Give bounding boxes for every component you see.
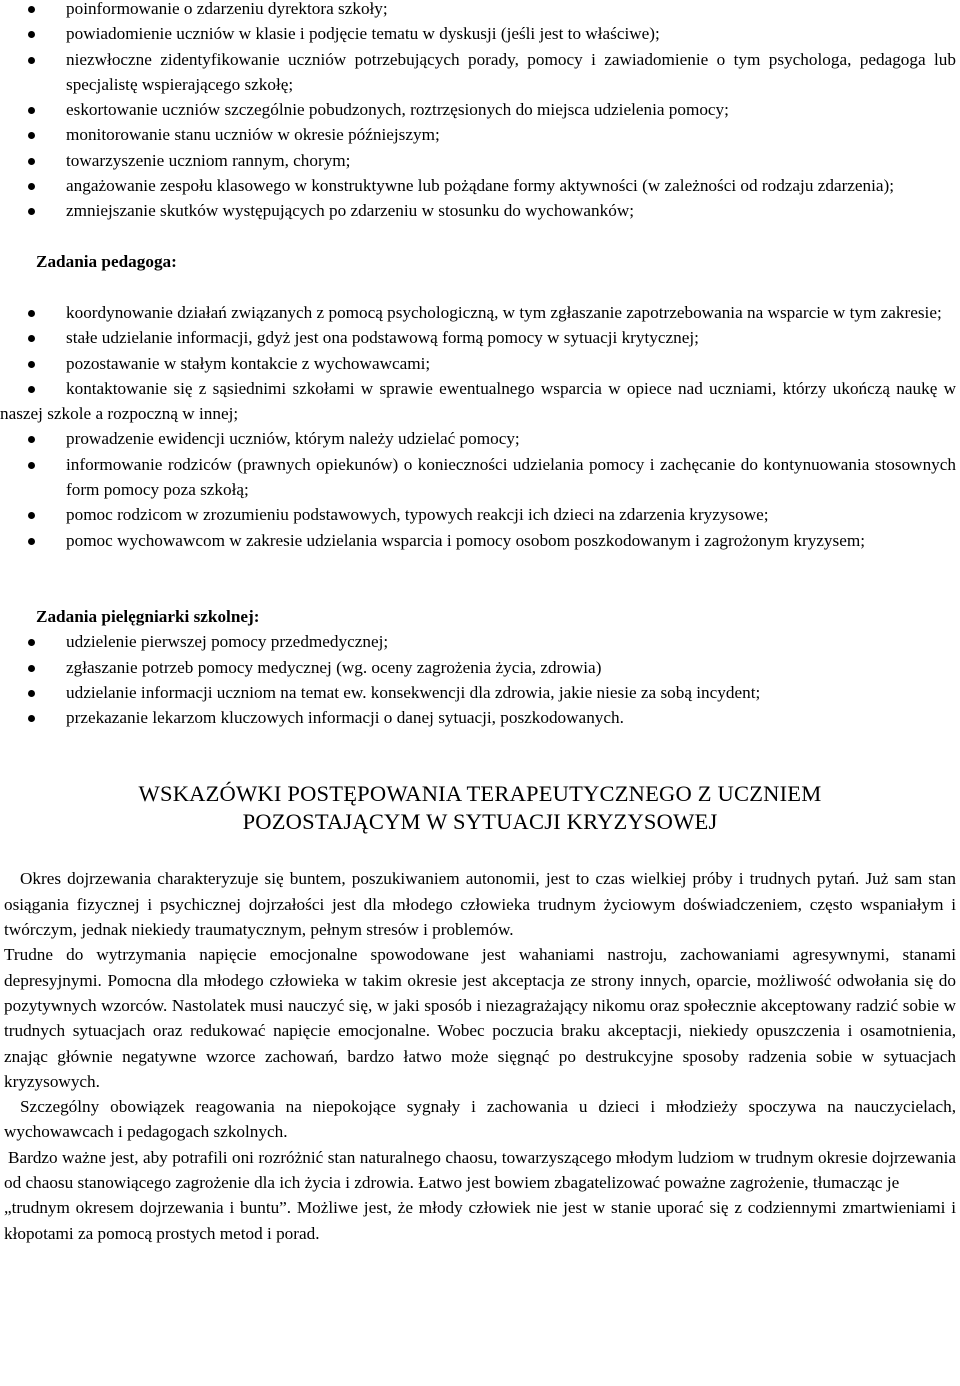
list-item-text: poinformowanie o zdarzeniu dyrektora szkoły;: [66, 0, 388, 18]
list-item: [0, 325, 960, 350]
list-item-text: niezwłoczne zidentyfikowanie uczniów potrzebujących porady, pomocy i zawiadomienie o tym psychologa, pedagoga lub specjalistę wspierającego szkołę;: [66, 49, 956, 94]
bullet-icon: [28, 208, 35, 215]
list-item: [0, 21, 960, 46]
pedagog-task-list: [0, 300, 960, 553]
list-item-text: angażowanie zespołu klasowego w konstruktywne lub pożądane formy aktywności (w zależności od rodzaju zdarzenia);: [66, 176, 895, 196]
bullet-icon: [28, 31, 35, 38]
list-item-text: udzielanie informacji uczniom na temat ew. konsekwencji dla zdrowia, jakie niesie za sobą incydent;: [66, 682, 761, 702]
paragraph: Okres dojrzewania charakteryzuje się buntem, poszukiwaniem autonomii, jest to czas wielkiej próby i trudnych pytań. Już sam stan osiągania fizycznej i psychicznej dojrzałości jest dla młodego człowieka trudnym życiowym doświadczeniem, często wspaniałym i twórczym, jednak niekiedy traumatycznym, pełnym stresów i problemów.: [4, 869, 956, 940]
list-item: [0, 351, 960, 376]
list-item: [0, 629, 960, 654]
list-item-text: informowanie rodziców (prawnych opiekunów) o konieczności udzielania pomocy i zachęcanie do kontynuowania stosownych form pomocy poza szkołą;: [66, 454, 956, 500]
list-item-text: towarzyszenie uczniom rannym, chorym;: [66, 150, 351, 170]
bullet-icon: [28, 715, 35, 722]
list-item: [0, 502, 960, 527]
bullet-icon: [28, 436, 35, 443]
list-item: [0, 300, 960, 325]
list-item: [0, 0, 960, 21]
list-item: [0, 97, 960, 122]
bullet-icon: [28, 538, 35, 545]
section-title: [0, 780, 960, 836]
list-item-text: stałe udzielanie informacji, gdyż jest ona podstawową formą pomocy w sytuacji krytycznej;: [66, 328, 699, 348]
list-item: [0, 426, 960, 451]
bullet-icon: [28, 361, 35, 368]
section-title-line: POZOSTAJĄCYM W SYTUACJI KRYZYSOWEJ: [242, 809, 718, 835]
paragraph: Bardzo ważne jest, aby potrafili oni rozróżnić stan naturalnego chaosu, towarzyszącego młodym ludziom w trudnym okresie dojrzewania od chaosu stanowiącego zagrożenie dla ich życia i zdrowia. Łatwo jest bowiem zbagatelizować poważne zagrożenie, tłumacząc je: [4, 1147, 956, 1192]
list-item: [0, 173, 960, 198]
list-item-text: koordynowanie działań związanych z pomocą psychologiczną, w tym zgłaszanie zapotrzebowania na wsparcie w tym zakresie;: [66, 302, 942, 322]
list-item-text: udzielenie pierwszej pomocy przedmedycznej;: [66, 632, 389, 652]
list-item: [0, 452, 960, 503]
paragraph: Trudne do wytrzymania napięcie emocjonalne spowodowane jest wahaniami nastroju, zachowaniami agresywnymi, stanami depresyjnymi. Pomocna dla młodego człowieka w takim okresie jest akceptacja ze strony innych, oparcie, możliwość odwołania się do pozytywnych wzorców. Nastolatek musi nauczyć się, w jaki sposób i niezagrażający nikomu oraz społecznie akceptowany radzić sobie w trudnych sytuacjach oraz redukować napięcie emocjonalne. Wobec poczucia braku akceptacji, niekiedy opuszczenia i osamotnienia, znając głównie negatywne wzorce zachowań, bardzo łatwo może sięgnąć po destrukcyjne sposoby radzenia sobie w sytuacjach kryzysowych.: [4, 945, 956, 1091]
list-item-text: pomoc rodzicom w zrozumieniu podstawowych, typowych reakcji ich dzieci na zdarzenia kryzysowe;: [66, 505, 769, 525]
bullet-icon: [28, 665, 35, 672]
list-item: [0, 148, 960, 173]
list-item-text: eskortowanie uczniów szczególnie pobudzonych, roztrzęsionych do miejsca udzielenia pomocy;: [66, 100, 729, 120]
bullet-icon: [28, 6, 35, 13]
list-item-text: pomoc wychowawcom w zakresie udzielania wsparcia i pomocy osobom poszkodowanym i zagrożonym kryzysem;: [66, 530, 865, 550]
list-item: [0, 47, 960, 98]
list-item-text: przekazanie lekarzom kluczowych informacji o danej sytuacji, poszkodowanych.: [66, 708, 624, 728]
paragraph: „trudnym okresem dojrzewania i buntu”. Możliwe jest, że młody człowiek nie jest w stanie uporać się z codziennymi zmartwieniami i kłopotami za pomocą prostych metod i porad.: [4, 1198, 956, 1243]
list-item: [0, 122, 960, 147]
bullet-icon: [28, 310, 35, 317]
bullet-icon: [28, 57, 35, 64]
list-item: [0, 705, 960, 730]
pedagog-heading: Zadania pedagoga:: [36, 251, 177, 271]
list-item-text: prowadzenie ewidencji uczniów, którym należy udzielać pomocy;: [66, 429, 520, 449]
bullet-icon: [28, 132, 35, 139]
teacher-task-list: [0, 0, 960, 224]
bullet-icon: [28, 183, 35, 190]
bullet-icon: [28, 690, 35, 697]
list-item-text: monitorowanie stanu uczniów w okresie późniejszym;: [66, 125, 440, 145]
bullet-icon: [28, 158, 35, 165]
list-item-text: powiadomienie uczniów w klasie i podjęcie tematu w dyskusji (jeśli jest to właściwe);: [66, 24, 660, 44]
bullet-icon: [28, 386, 35, 393]
list-item-text: pozostawanie w stałym kontakcie z wychowawcami;: [66, 353, 431, 373]
list-item: [0, 680, 960, 705]
bullet-icon: [28, 462, 35, 469]
list-item: [0, 198, 960, 223]
bullet-icon: [28, 512, 35, 519]
nurse-task-list: [0, 629, 960, 730]
list-item: [0, 528, 960, 553]
bullet-icon: [28, 639, 35, 646]
list-item: [0, 376, 960, 427]
paragraph: Szczególny obowiązek reagowania na niepokojące sygnały i zachowania u dzieci i młodzieży spoczywa na nauczycielach, wychowawcach i pedagogach szkolnych.: [4, 1097, 956, 1142]
list-item: [0, 655, 960, 680]
list-item-text: zmniejszanie skutków występujących po zdarzeniu w stosunku do wychowanków;: [66, 201, 635, 221]
bullet-icon: [28, 107, 35, 114]
nurse-heading: Zadania pielęgniarki szkolnej:: [36, 606, 260, 626]
list-item-text: zgłaszanie potrzeb pomocy medycznej (wg. oceny zagrożenia życia, zdrowia): [66, 657, 602, 677]
bullet-icon: [28, 335, 35, 342]
section-title-line: WSKAZÓWKI POSTĘPOWANIA TERAPEUTYCZNEGO Z UCZNIEM: [138, 781, 822, 807]
body-text: [0, 866, 960, 1245]
list-item-text: kontaktowanie się z sąsiednimi szkołami w sprawie ewentualnego wsparcia w opiece nad uczniami, którzy ukończą naukę w naszej szkole a rozpoczną w innej;: [0, 378, 956, 424]
